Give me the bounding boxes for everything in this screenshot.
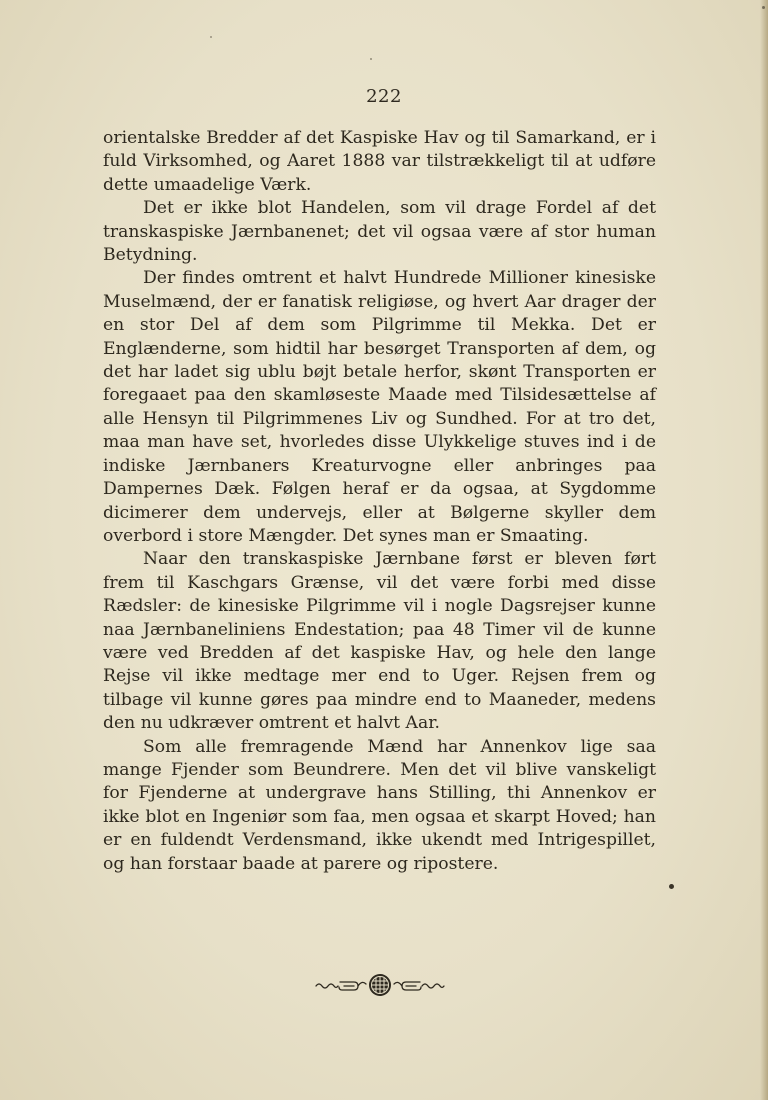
paragraph-2: Det er ikke blot Handelen, som vil drage Fordel af det transkaspiske Jærnbanenet; det vil ogsaa være af stor human Betydning. (103, 198, 656, 266)
paragraph-1: orientalske Bredder af det Kaspiske Hav og til Samarkand, er i fuld Virksomhed, og Aaret 1888 var tilstrækkeligt til at udføre dette umaadelige Værk. (103, 128, 656, 195)
paper-speck (370, 58, 372, 60)
paragraph-4: Naar den transkaspiske Jærnbane først er bleven ført frem til Kaschgars Grænse, vil det være forbi med disse Rædsler: de kinesiske Pilgrimme vil i nogle Dagsrejser kunne naa Jærnbaneliniens Endestation; paa 48 Timer vil de kunne være ved Bredden af det kaspiske Hav, og hele den lange Rejse vil ikke medtage mer end to Uger. Rejsen frem og tilbage vil kunne gøres paa mindre end to Maaneder, medens den nu udkræver omtrent et halvt Aar. (103, 549, 656, 734)
paper-speck (762, 6, 765, 9)
paper-speck (669, 884, 674, 889)
paragraph-3: Der findes omtrent et halvt Hundrede Millioner kinesiske Muselmænd, der er fanatisk religiøse, og hvert Aar drager der en stor Del af dem som Pilgrimme til Mekka. Det er Englænderne, som hidtil har besørget Transporten af dem, og det har ladet sig ublu bøjt betale herfor, skønt Transporten er foregaaet paa den skamløseste Maade med Tilsidesættelse af alle Hensyn til Pilgrimmenes Liv og Sundhed. For at tro det, maa man have set, hvorledes disse Ulykkelige stuves ind i de indiske Jærnbaners Kreaturvogne eller anbringes paa Dampernes Dæk. Følgen heraf er da ogsaa, at Sygdomme dicimerer dem undervejs, eller at Bølgerne skyller dem overbord i store Mængder. Det synes man er Smaating. (103, 268, 656, 546)
paper-speck (210, 36, 212, 38)
page-edge-shadow (760, 0, 768, 1100)
page-number: 222 (366, 86, 402, 107)
body-text (103, 127, 656, 876)
paragraph-5: Som alle fremragende Mænd har Annenkov lige saa mange Fjender som Beundrere. Men det vil blive vanskeligt for Fjenderne at undergrave hans Stilling, thi Annenkov er ikke blot en Ingeniør som faa, men ogsaa et skarpt Hoved; han er en fuldendt Verdensmand, ikke ukendt med Intrigespillet, og han forstaar baade at parere og ripostere. (103, 736, 656, 874)
tailpiece-ornament-icon (314, 970, 446, 1000)
